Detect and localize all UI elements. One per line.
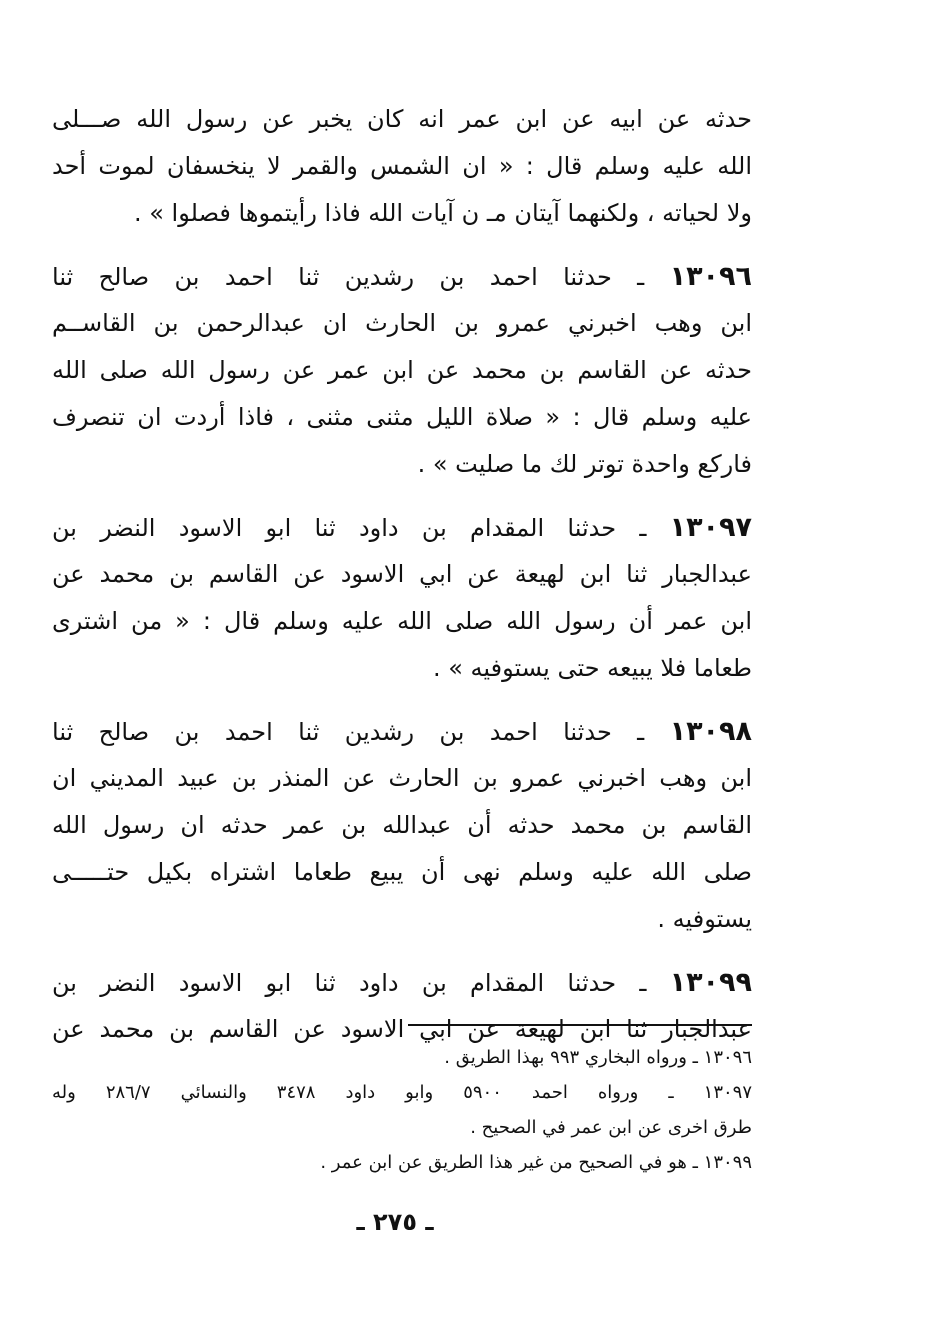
hadith-number: ١٣٠٩٧ bbox=[669, 512, 752, 543]
text-line: صلى الله عليه وسلم نهى أن يبيع طعاما اشتراه بكيل حتـــــى bbox=[52, 858, 752, 886]
page-number: ـ ٢٧٥ ـ bbox=[356, 1208, 434, 1236]
text-line: الله عليه وسلم قال : « ان الشمس والقمر لا ينخسفان لموت أحد bbox=[52, 152, 752, 180]
hadith-text: ـ حدثنا المقدام بن داود ثنا ابو الاسود النضر بن bbox=[52, 969, 670, 997]
footnote-line: طرق اخرى عن ابن عمر في الصحيح . bbox=[470, 1117, 752, 1138]
hadith-text: ـ حدثنا المقدام بن داود ثنا ابو الاسود النضر بن bbox=[52, 514, 670, 542]
footnote-line: ١٣٠٩٩ ـ هو في الصحيح من غير هذا الطريق عن ابن عمر . bbox=[320, 1152, 752, 1173]
hadith-number: ١٣٠٩٩ bbox=[669, 967, 752, 998]
hadith-text: ـ حدثنا احمد بن رشدين ثنا احمد بن صالح ثنا bbox=[52, 263, 670, 291]
text-line: ابن وهب اخبرني عمرو بن الحارث عن المنذر بن عبيد المديني ان bbox=[52, 764, 752, 792]
footnotes bbox=[52, 1040, 752, 1180]
hadith-number: ١٣٠٩٨ bbox=[669, 716, 752, 747]
text-line: يستوفيه . bbox=[657, 905, 752, 933]
main-text bbox=[52, 96, 752, 1053]
text-line: ولا لحياته ، ولكنهما آيتان مـ ن آيات الله فاذا رأيتموها فصلوا » . bbox=[133, 199, 752, 227]
text-line: طعاما فلا يبيعه حتى يستوفيه » . bbox=[432, 654, 752, 682]
text-line: القاسم بن محمد حدثه أن عبدالله بن عمر حدثه ان رسول الله bbox=[52, 811, 752, 839]
footnote-separator bbox=[408, 1024, 752, 1026]
text-line: عليه وسلم قال : « صلاة الليل مثنى مثنى ، فاذا أردت ان تنصرف bbox=[52, 403, 752, 431]
hadith-first-line bbox=[52, 504, 752, 551]
hadith-first-line bbox=[52, 253, 752, 300]
text-line: فاركع واحدة توتر لك ما صليت » . bbox=[417, 450, 752, 478]
text-line: عبدالجبار ثنا ابن لهيعة عن ابي الاسود عن القاسم بن محمد عن bbox=[52, 560, 752, 588]
text-line: ابن وهب اخبرني عمرو بن الحارث ان عبدالرحمن بن القاســم bbox=[52, 309, 752, 337]
footnote-line: ١٣٠٩٦ ـ ورواه البخاري ٩٩٣ بهذا الطريق . bbox=[444, 1047, 752, 1068]
hadith-number: ١٣٠٩٦ bbox=[669, 261, 752, 292]
continuation-passage bbox=[52, 96, 752, 237]
text-line: ابن عمر أن رسول الله صلى الله عليه وسلم قال : « من اشترى bbox=[52, 607, 752, 635]
text-line: حدثه عن ابيه عن ابن عمر انه كان يخبر عن رسول الله صـــلى bbox=[52, 105, 752, 133]
footnote-line: ١٣٠٩٧ ـ ورواه احمد ٥٩٠٠ وابو داود ٣٤٧٨ والنسائي ٢٨٦/٧ وله bbox=[52, 1082, 752, 1103]
hadith-first-line bbox=[52, 959, 752, 1006]
hadith-13096 bbox=[52, 253, 752, 488]
hadith-text: ـ حدثنا احمد بن رشدين ثنا احمد بن صالح ثنا bbox=[52, 718, 670, 746]
text-line: عبدالجبار ثنا ابن لهيعة عن ابي الاسود عن القاسم بن محمد عن bbox=[52, 1015, 752, 1043]
hadith-13097 bbox=[52, 504, 752, 692]
text-line: حدثه عن القاسم بن محمد عن ابن عمر عن رسول الله صلى الله bbox=[52, 356, 752, 384]
hadith-first-line bbox=[52, 708, 752, 755]
hadith-13098 bbox=[52, 708, 752, 943]
hadith-13099 bbox=[52, 959, 752, 1053]
